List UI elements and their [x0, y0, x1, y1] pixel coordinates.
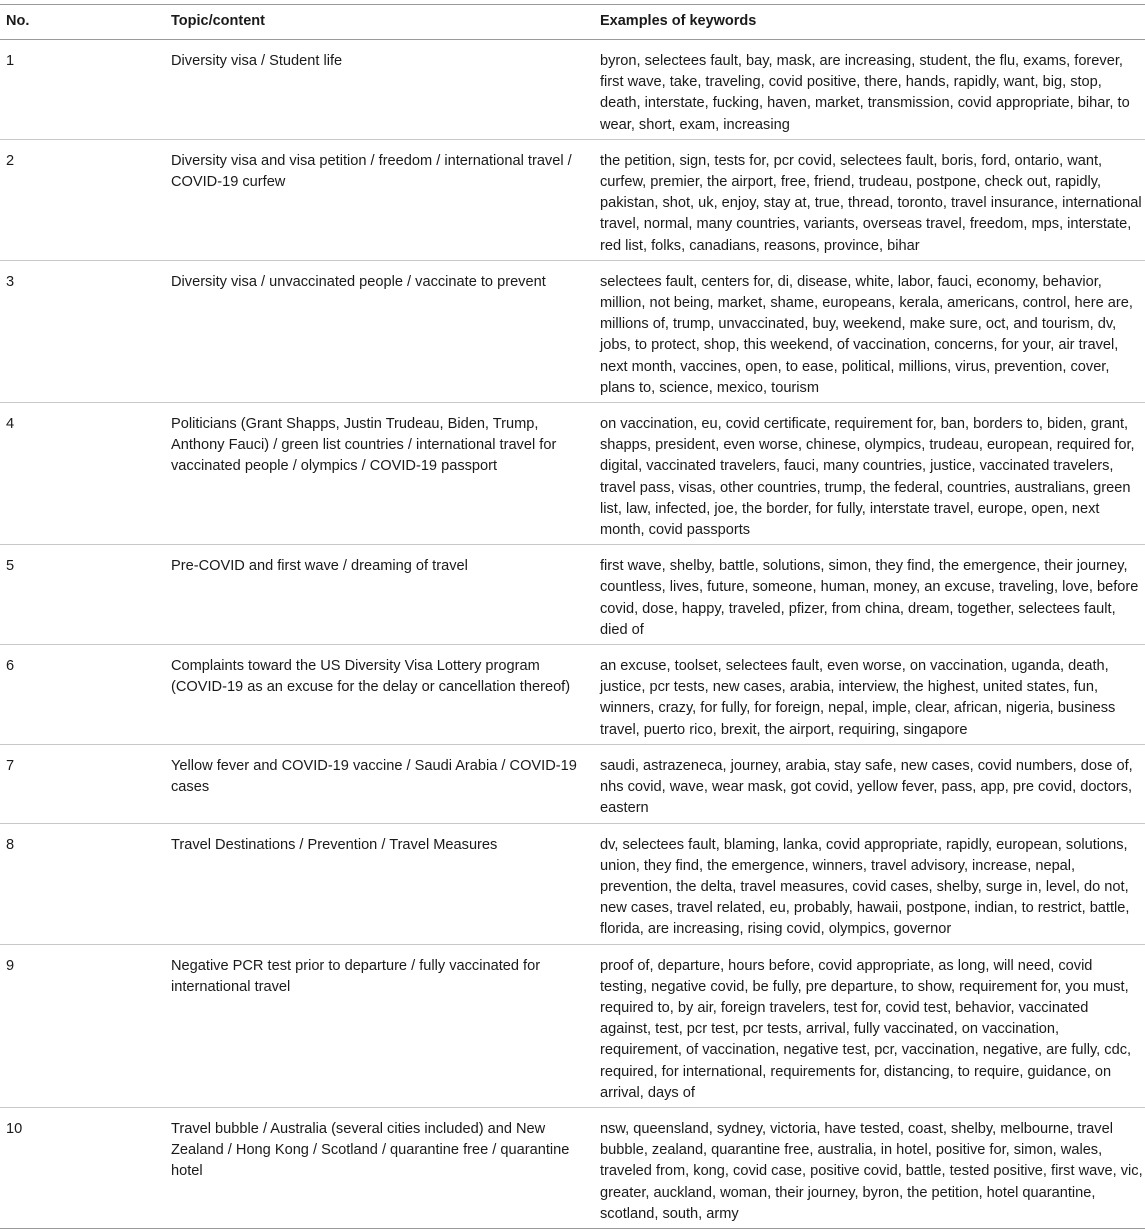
- row-number: 9: [6, 957, 15, 974]
- table-row: [0, 403, 1145, 545]
- row-number: 6: [6, 658, 15, 675]
- row-keywords: dv, selectees fault, blaming, lanka, covid appropriate, rapidly, european, solutions, union, they find, the emergence, winners, travel advisory, increase, nepal, prevention, the delta, travel measures, covid cases, shelby, surge in, level, do not, new cases, travel related, eu, probably, hawaii, postpone, indian, to restrict, battle, florida, are increasing, rising covid, olympics, governor: [600, 836, 1130, 938]
- header-topic: Topic/content: [171, 13, 265, 30]
- row-number: 3: [6, 273, 15, 290]
- row-keywords: proof of, departure, hours before, covid appropriate, as long, will need, covid testing, negative covid, be fully, pre departure, to show, requirement for, you must, required to, by air, foreign travelers, test for, covid test, behavior, vaccinated against, test, pcr test, pcr tests, arrival, fully vaccinated, on vaccination, requirement, of vaccination, negative test, pcr, vaccination, negative, are fully, cdc, required, for international, requirements for, distancing, to require, guidance, on arrival, days of: [600, 957, 1132, 1101]
- row-keywords: selectees fault, centers for, di, disease, white, labor, fauci, economy, behavior, million, not being, market, shame, europeans, kerala, americans, control, here are, millions of, trump, unvaccinated, buy, weekend, make sure, oct, and tourism, dv, jobs, to protect, shop, this weekend, of vaccination, concerns, for your, air travel, next month, vaccines, open, to ease, political, millions, virus, prevention, cover, plans to, science, mexico, tourism: [600, 273, 1133, 396]
- row-number: 5: [6, 558, 15, 575]
- header-keywords: Examples of keywords: [600, 13, 757, 30]
- row-topic: Diversity visa and visa petition / freedom / international travel / COVID-19 curfew: [171, 152, 572, 191]
- row-keywords: nsw, queensland, sydney, victoria, have tested, coast, shelby, melbourne, travel bubble, zealand, quarantine free, australia, in hotel, positive for, simon, wales, traveled from, kong, covid case, positive covid, battle, tested positive, first wave, vic, greater, auckland, woman, their journey, byron, the petition, hotel quarantine, scotland, south, army: [600, 1120, 1143, 1222]
- row-topic: Complaints toward the US Diversity Visa Lottery program (COVID-19 as an excuse for the delay or cancellation thereof): [171, 658, 571, 696]
- row-keywords: first wave, shelby, battle, solutions, simon, they find, the emergence, their journey, countless, lives, future, someone, human, money, an excuse, traveling, love, before covid, dose, happy, traveled, pfizer, from china, dream, together, selectees fault, died of: [600, 558, 1139, 638]
- row-keywords: the petition, sign, tests for, pcr covid, selectees fault, boris, ford, ontario, want, curfew, premier, the airport, free, friend, trudeau, postpone, check out, rapidly, pakistan, shot, uk, enjoy, stay at, true, thread, toronto, travel insurance, international travel, normal, many countries, variants, overseas travel, freedom, mps, interstate, red list, folks, canadians, reasons, province, bihar: [600, 152, 1142, 254]
- row-keywords: byron, selectees fault, bay, mask, are increasing, student, the flu, exams, forever, first wave, take, traveling, covid positive, there, hands, rapidly, want, big, stop, death, interstate, fucking, haven, market, transmission, covid appropriate, bihar, to wear, short, exam, increasing: [600, 53, 1130, 133]
- table-row: [0, 945, 1145, 1108]
- table-row: [0, 645, 1145, 745]
- table-row: [0, 40, 1145, 140]
- row-topic: Diversity visa / Student life: [171, 53, 343, 69]
- row-topic: Travel Destinations / Prevention / Travel Measures: [171, 836, 498, 853]
- keywords-table: [0, 4, 1145, 1229]
- row-topic: Politicians (Grant Shapps, Justin Trudeau, Biden, Trump, Anthony Fauci) / green list countries / international travel for vaccinated people / olympics / COVID-19 passport: [171, 416, 557, 475]
- row-number: 8: [6, 836, 15, 853]
- table-row: [0, 1108, 1145, 1228]
- table-row: [0, 140, 1145, 261]
- row-topic: Yellow fever and COVID-19 vaccine / Saudi Arabia / COVID-19 cases: [171, 757, 577, 796]
- row-keywords: on vaccination, eu, covid certificate, requirement for, ban, borders to, biden, grant, shapps, president, even worse, chinese, olympics, trudeau, european, required for, digital, vaccinated travelers, fauci, many countries, justice, vaccinated travelers, travel pass, visas, other countries, trump, the federal, countries, australians, green list, law, infected, joe, the border, for fully, interstate travel, europe, open, next month, covid passports: [600, 416, 1135, 539]
- row-number: 10: [6, 1120, 23, 1137]
- table-row: [0, 545, 1145, 645]
- row-keywords: an excuse, toolset, selectees fault, even worse, on vaccination, uganda, death, justice, pcr tests, new cases, arabia, interview, the highest, united states, fun, winners, crazy, for fully, for foreign, nepal, imple, clear, african, nigeria, business travel, puerto rico, brexit, the airport, requiring, singapore: [600, 658, 1116, 738]
- row-topic: Diversity visa / unvaccinated people / vaccinate to prevent: [171, 273, 546, 290]
- row-number: 7: [6, 757, 15, 774]
- row-number: 4: [6, 416, 15, 433]
- row-topic: Negative PCR test prior to departure / fully vaccinated for international travel: [171, 957, 541, 995]
- table-header-row: [0, 5, 1145, 40]
- row-number: 2: [6, 152, 15, 169]
- table-row: [0, 745, 1145, 824]
- row-keywords: saudi, astrazeneca, journey, arabia, stay safe, new cases, covid numbers, dose of, nhs covid, wave, wear mask, got covid, yellow fever, pass, app, pre covid, doctors, eastern: [600, 757, 1133, 817]
- row-topic: Travel bubble / Australia (several cities included) and New Zealand / Hong Kong / Scotland / quarantine free / quarantine hotel: [171, 1120, 570, 1180]
- row-topic: Pre-COVID and first wave / dreaming of travel: [171, 558, 468, 575]
- header-no: No.: [6, 13, 30, 30]
- table-row: [0, 824, 1145, 945]
- row-number: 1: [6, 53, 15, 69]
- table-row: [0, 261, 1145, 403]
